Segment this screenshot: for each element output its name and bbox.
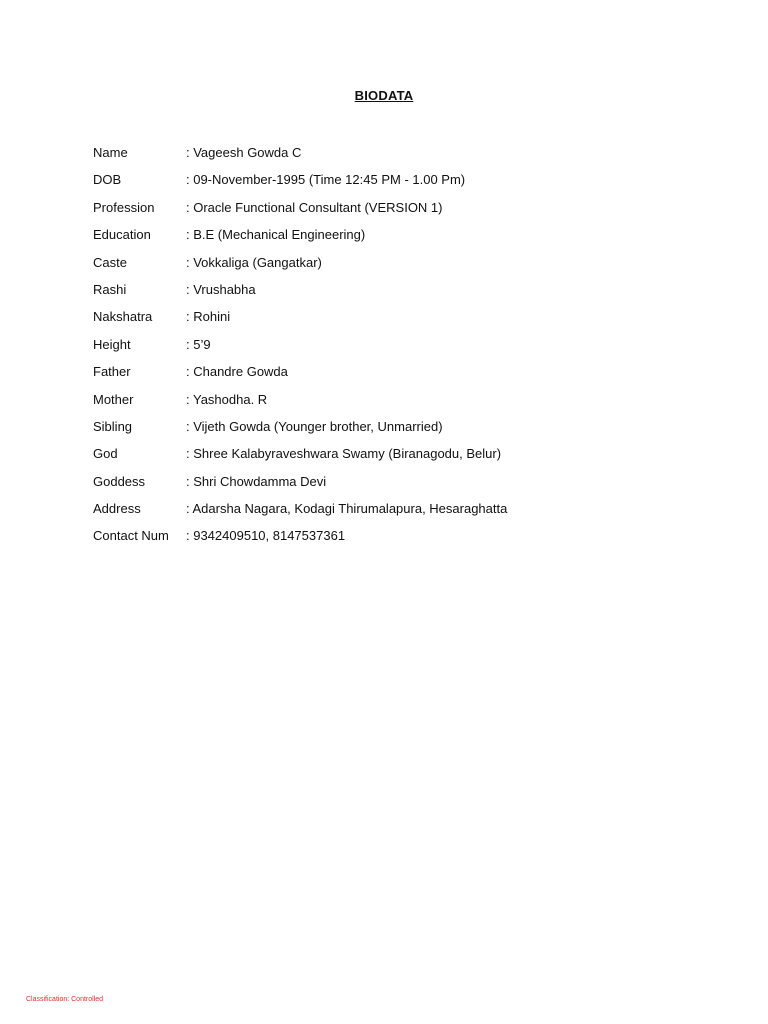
field-row-education — [93, 226, 693, 253]
field-row-height — [93, 336, 693, 363]
field-row-father — [93, 363, 693, 390]
classification-label: Classification: Controlled — [26, 996, 104, 1003]
field-value: : 5’9 — [186, 336, 211, 352]
field-row-profession — [93, 199, 693, 226]
field-row-name — [93, 144, 693, 171]
field-label: Address — [93, 501, 141, 517]
field-row-god — [93, 445, 693, 472]
field-value: : Adarsha Nagara, Kodagi Thirumalapura, Hesaraghatta — [186, 501, 508, 517]
field-row-mother — [93, 391, 693, 418]
document-title: BIODATA — [354, 88, 414, 103]
field-label: Sibling — [93, 418, 133, 434]
field-row-rashi — [93, 281, 693, 308]
field-label: Mother — [93, 391, 134, 407]
field-value: : Oracle Functional Consultant (VERSION 1) — [186, 199, 443, 215]
field-value: : Vageesh Gowda C — [186, 145, 302, 160]
field-label: Caste — [93, 254, 127, 270]
field-label: Rashi — [93, 281, 127, 297]
field-value: : Vijeth Gowda (Younger brother, Unmarried) — [186, 418, 443, 434]
field-row-nakshatra — [93, 308, 693, 335]
biodata-fields — [93, 144, 693, 555]
field-label: Nakshatra — [93, 309, 153, 325]
field-value: : Vokkaliga (Gangatkar) — [186, 254, 322, 270]
field-row-address — [93, 500, 693, 527]
field-row-contact-num — [93, 527, 693, 554]
field-value: : Yashodha. R — [186, 391, 268, 407]
field-value: : 9342409510, 8147537361 — [186, 528, 346, 544]
field-row-dob — [93, 171, 693, 198]
field-value: : Shri Chowdamma Devi — [186, 473, 327, 489]
field-label: Name — [93, 145, 128, 160]
field-value: : Chandre Gowda — [186, 364, 288, 380]
field-label: Education — [93, 227, 151, 243]
field-label: DOB — [93, 172, 122, 188]
field-row-sibling — [93, 418, 693, 445]
field-label: Father — [93, 364, 131, 380]
field-value: : Vrushabha — [186, 281, 256, 297]
field-label: Goddess — [93, 473, 146, 489]
field-label: Height — [93, 336, 131, 352]
field-label: God — [93, 446, 118, 462]
field-label: Profession — [93, 199, 155, 215]
field-value: : Shree Kalabyraveshwara Swamy (Biranagodu, Belur) — [186, 446, 502, 462]
field-value: : B.E (Mechanical Engineering) — [186, 227, 366, 243]
field-row-goddess — [93, 473, 693, 500]
field-value: : Rohini — [186, 309, 231, 325]
field-row-caste — [93, 254, 693, 281]
field-label: Contact Num — [93, 528, 169, 544]
field-value: : 09-November-1995 (Time 12:45 PM - 1.00 Pm) — [186, 172, 466, 188]
